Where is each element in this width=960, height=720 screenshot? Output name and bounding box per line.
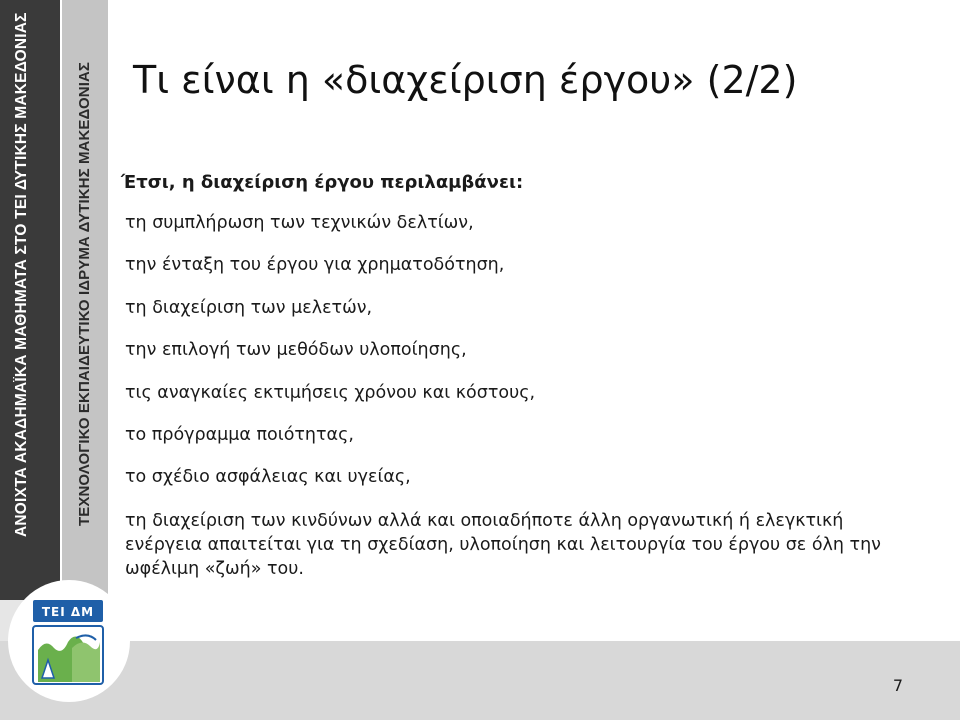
- page-number: 7: [892, 676, 904, 695]
- list-item: τη διαχείριση των κινδύνων αλλά και οποιαδήποτε άλλη οργανωτική ή ελεγκτική ενέργεια απαιτείται για τη σχεδίαση, υλοποίηση και λειτουργία του έργου σε όλη την ωφέλιμη «ζωή» του.: [125, 510, 881, 579]
- list-item: τη διαχείριση των μελετών,: [125, 297, 373, 318]
- slide-title: Τι είναι η «διαχείριση έργου» (2/2): [133, 58, 798, 102]
- bullet-list: [125, 208, 915, 581]
- banner-text-institution: ΤΕΧΝΟΛΟΓΙΚΟ ΕΚΠΑΙΔΕΥΤΙΚΟ ΙΔΡΥΜΑ ΔΥΤΙΚΗΣ ΜΑΚΕΔΟΝΙΑΣ: [76, 62, 93, 527]
- list-item: το πρόγραμμα ποιότητας,: [125, 424, 354, 445]
- slide-intro: Έτσι, η διαχείριση έργου περιλαμβάνει:: [121, 172, 524, 193]
- logo-text: ΤΕΙ ΔΜ: [41, 605, 95, 619]
- footer-bar: [0, 641, 960, 720]
- list-item: την επιλογή των μεθόδων υλοποίησης,: [125, 340, 467, 361]
- list-item: τη συμπλήρωση των τεχνικών δελτίων,: [125, 213, 474, 233]
- list-item: τις αναγκαίες εκτιμήσεις χρόνου και κόστους,: [125, 382, 536, 403]
- list-item: την ένταξη του έργου για χρηματοδότηση,: [125, 255, 505, 276]
- tei-dm-logo-icon: [32, 598, 104, 686]
- list-item: το σχέδιο ασφάλειας και υγείας,: [125, 467, 411, 488]
- banner-text-open-courses: ΑΝΟΙΧΤΑ ΑΚΑΔΗΜΑΪΚΑ ΜΑΘΗΜΑΤΑ ΣΤΟ ΤΕΙ ΔΥΤΙΚΗΣ ΜΑΚΕΔΟΝΙΑΣ: [13, 12, 30, 537]
